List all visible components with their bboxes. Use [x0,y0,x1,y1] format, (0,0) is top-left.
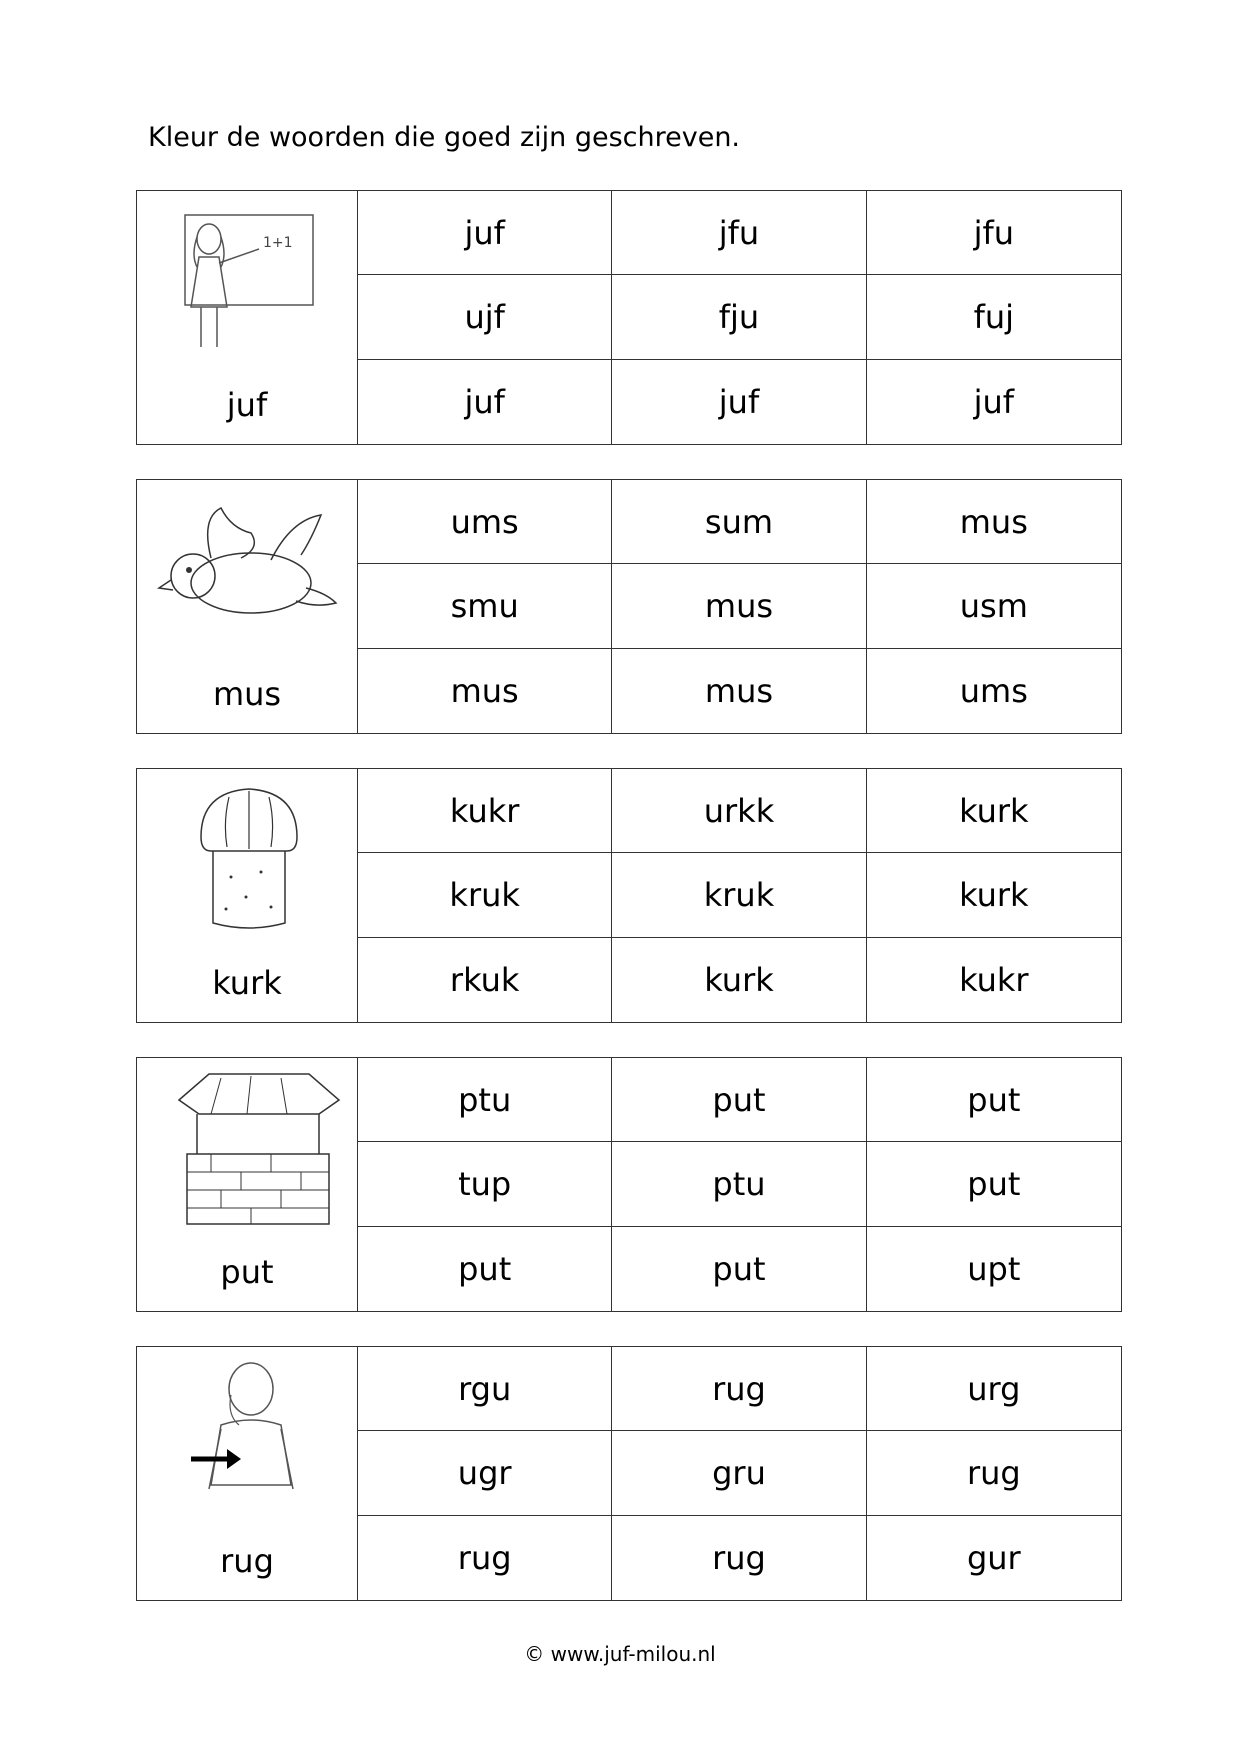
word-option[interactable]: ptu [358,1058,612,1142]
word-option[interactable]: put [612,1058,866,1142]
picture-cell [137,480,358,733]
word-option[interactable]: put [867,1058,1121,1142]
word-option[interactable]: fuj [867,275,1121,359]
instruction-text: Kleur de woorden die goed zijn geschreven. [148,122,741,153]
word-options-grid [358,1347,1121,1600]
word-option[interactable]: kurk [867,853,1121,937]
well-icon [151,1066,341,1236]
word-option[interactable]: mus [612,564,866,648]
word-option[interactable]: rug [612,1347,866,1431]
word-option[interactable]: rkuk [358,938,612,1022]
word-option[interactable]: juf [358,191,612,275]
word-option[interactable]: urkk [612,769,866,853]
word-option[interactable]: ugr [358,1431,612,1515]
picture-cell [137,769,358,1022]
word-option[interactable]: rug [358,1516,612,1600]
word-option[interactable]: gur [966,1538,1021,1577]
word-option[interactable]: usm [867,564,1121,648]
word-option[interactable]: ptu [612,1142,866,1226]
word-options-grid [358,480,1121,733]
word-option[interactable]: put [358,1227,612,1311]
picture-word: mus [212,675,282,713]
word-option[interactable]: ums [358,480,612,564]
svg-text:1+1: 1+1 [263,235,293,251]
word-option[interactable]: ujf [358,275,612,359]
word-option[interactable]: juf [358,360,612,444]
word-option[interactable]: kukr [358,769,612,853]
word-option[interactable]: ums [959,671,1028,710]
word-option[interactable]: kurk [612,938,866,1022]
word-option[interactable]: rug [867,1431,1121,1515]
word-option[interactable]: kurk [867,769,1121,853]
word-option[interactable]: put [612,1227,866,1311]
word-options-grid [358,1058,1121,1311]
word-block-kurk [136,768,1122,1023]
word-block-mus [136,479,1122,734]
word-block-rug [136,1346,1122,1601]
copyright-footer: © www.juf-milou.nl [524,1642,716,1666]
word-option[interactable]: mus [358,649,612,733]
word-option[interactable]: jfu [612,191,866,275]
word-option[interactable]: fju [612,275,866,359]
word-option[interactable]: smu [358,564,612,648]
word-option[interactable]: kruk [612,853,866,937]
word-option[interactable]: tup [358,1142,612,1226]
word-option[interactable]: mus [867,480,1121,564]
word-option[interactable]: mus [612,649,866,733]
picture-cell [137,1347,358,1600]
bird-icon [151,488,341,628]
picture-word: rug [220,1542,274,1580]
word-option[interactable]: sum [612,480,866,564]
word-option[interactable]: kukr [959,960,1029,999]
cork-icon [151,777,341,937]
word-options-grid [358,769,1121,1022]
word-option[interactable]: upt [967,1249,1021,1288]
picture-cell [137,1058,358,1311]
word-block-juf [136,190,1122,445]
picture-word: put [220,1253,274,1291]
word-option[interactable]: urg [867,1347,1121,1431]
word-options-grid [358,191,1121,444]
word-option[interactable]: put [867,1142,1121,1226]
word-option[interactable]: juf [612,360,866,444]
word-option[interactable]: gru [612,1431,866,1515]
word-block-put [136,1057,1122,1312]
back-icon [151,1355,341,1525]
picture-word: juf [226,386,268,424]
picture-cell [137,191,358,444]
word-option[interactable]: jfu [867,191,1121,275]
word-option[interactable]: juf [973,382,1015,421]
picture-word: kurk [212,964,282,1002]
word-option[interactable]: kruk [358,853,612,937]
teacher-icon [151,199,341,369]
word-option[interactable]: rgu [358,1347,612,1431]
word-option[interactable]: rug [612,1516,866,1600]
